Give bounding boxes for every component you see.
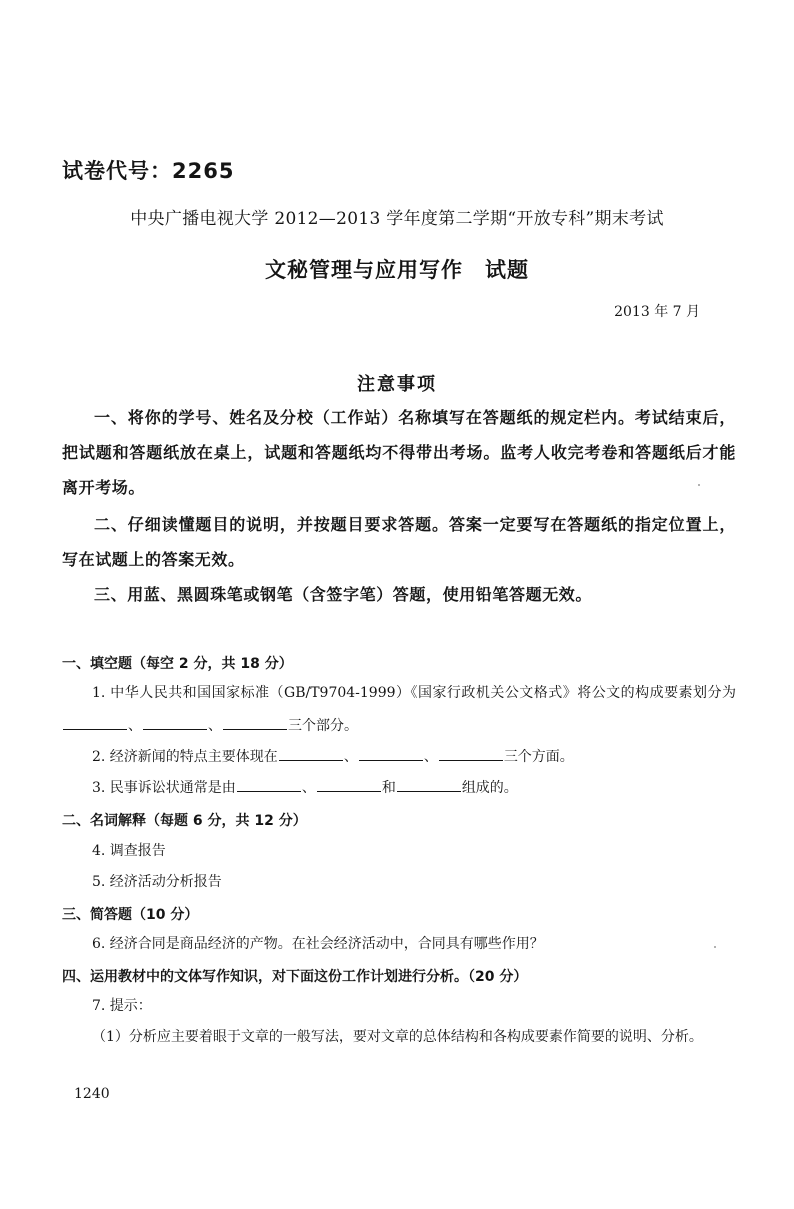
section-terms-heading: 二、名词解释（每题 6 分，共 12 分） [62, 813, 307, 829]
question-2 [62, 741, 736, 774]
question-3-text: 3. 民事诉讼状通常是由 [92, 780, 236, 796]
question-7-hint-1: （1）分析应主要着眼于文章的一般写法，要对文章的总体结构和各构成要素作简要的说明、分析。 [92, 1029, 703, 1045]
question-1-text: 1. 中华人民共和国国家标准（GB/T9704-1999）《国家行政机关公文格式》将公文的构成要素划分为 [92, 685, 736, 701]
separator: 、 [208, 718, 222, 734]
page-number: 1240 [74, 1086, 110, 1102]
question-1-tail: 三个部分。 [288, 718, 358, 734]
notice-item-1: 一、将你的学号、姓名及分校（工作站）名称填写在答题纸的规定栏内。考试结束后，把试题和答题纸放在桌上，试题和答题纸均不得带出考场。监考人收完考卷和答题纸后才能离开考场。 [62, 408, 736, 497]
answer-blank [317, 776, 381, 792]
subject-title: 文秘管理与应用写作 试题 [265, 258, 529, 282]
separator: 和 [381, 780, 396, 796]
separator: 、 [423, 749, 438, 765]
section-analysis-heading: 四、运用教材中的文体写作知识，对下面这份工作计划进行分析。（20 分） [62, 969, 528, 985]
answer-blank [359, 745, 423, 761]
question-2-tail: 三个方面。 [503, 749, 574, 765]
question-2-text: 2. 经济新闻的特点主要体现在 [92, 749, 278, 765]
scan-speck [714, 946, 716, 948]
notice-title: 注意事项 [357, 374, 437, 395]
answer-blank [237, 776, 301, 792]
answer-blank [223, 714, 287, 730]
question-1 [62, 677, 736, 743]
question-5: 5. 经济活动分析报告 [92, 874, 222, 890]
section-short-answer-heading: 三、简答题（10 分） [62, 907, 199, 923]
answer-blank [397, 776, 461, 792]
question-3-tail: 组成的。 [461, 780, 518, 796]
paper-code: 试卷代号：2265 [62, 159, 235, 183]
question-6: 6. 经济合同是商品经济的产物。在社会经济活动中，合同具有哪些作用？ [92, 936, 544, 952]
scan-speck [698, 484, 700, 486]
separator: 、 [128, 718, 142, 734]
separator: 、 [343, 749, 358, 765]
notice-item-2: 二、仔细读懂题目的说明，并按题目要求答题。答案一定要写在答题纸的指定位置上，写在试题上的答案无效。 [62, 515, 736, 569]
notice-item-3: 三、用蓝、黑圆珠笔或钢笔（含签字笔）答题，使用铅笔答题无效。 [94, 585, 593, 604]
separator: 、 [301, 780, 316, 796]
answer-blank [279, 745, 343, 761]
question-3 [62, 772, 736, 805]
exam-title: 中央广播电视大学 2012—2013 学年度第二学期“开放专科”期末考试 [130, 209, 664, 229]
answer-blank [143, 714, 207, 730]
question-7: 7. 提示： [92, 998, 152, 1014]
section-fill-in-heading: 一、填空题（每空 2 分，共 18 分） [62, 656, 293, 672]
exam-date: 2013 年 7 月 [614, 304, 700, 320]
question-4: 4. 调查报告 [92, 843, 166, 859]
answer-blank [439, 745, 503, 761]
answer-blank [63, 714, 127, 730]
